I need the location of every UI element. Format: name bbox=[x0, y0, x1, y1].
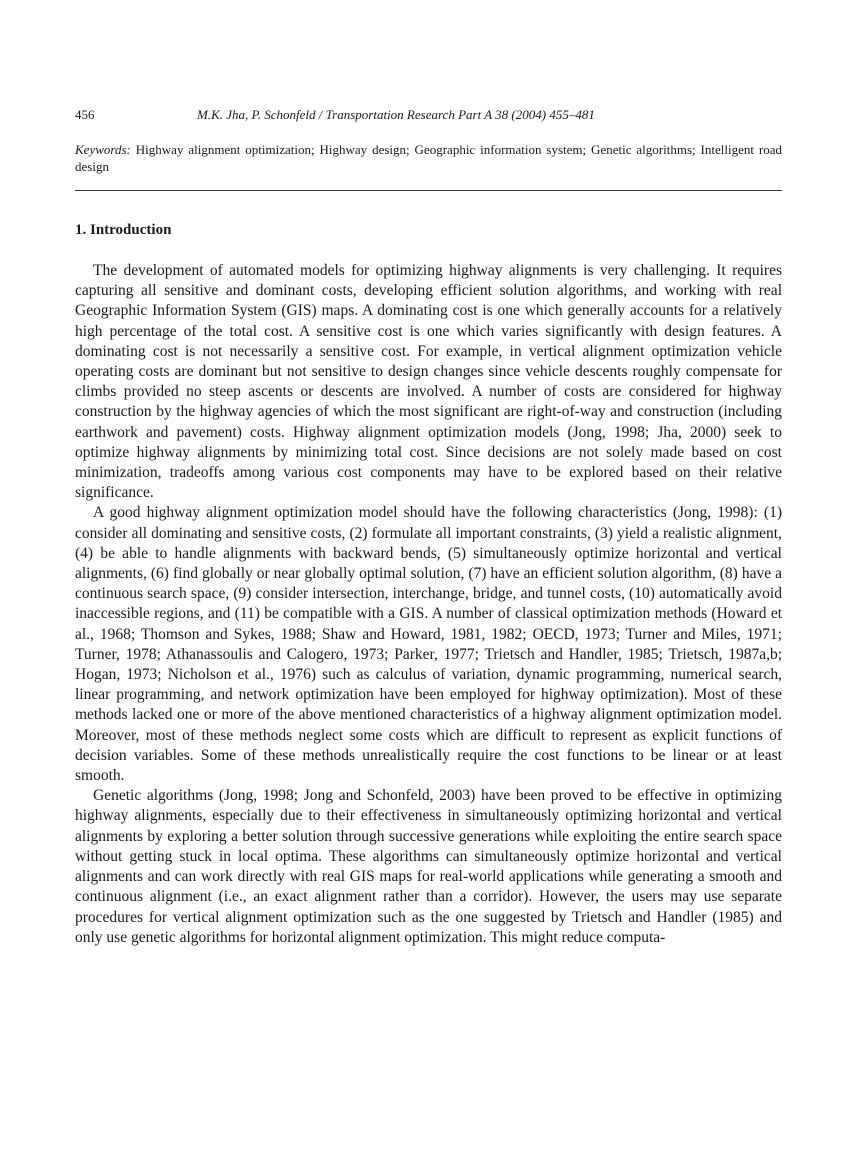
keywords-label: Keywords: bbox=[75, 142, 131, 157]
paragraph: The development of automated models for optimizing highway alignments is very challenging. It requires capturing all sensitive and dominant costs, developing efficient solution algorithms, and working with real Geographic Information System (GIS) maps. A dominating cost is one which generally accounts for a relatively high percentage of the total cost. A sensitive cost is one which varies significantly with design features. A dominating cost is not necessarily a sensitive cost. For example, in vertical alignment optimization vehicle operating costs are dominant but not sensitive to design changes since vehicle descents roughly compensate for climbs provided no steep ascents or descents are involved. A number of costs are considered for highway construction by the highway agencies of which the most significant are right-of-way and construction (including earthwork and pavement) costs. Highway alignment optimization models (Jong, 1998; Jha, 2000) seek to optimize highway alignments by minimizing total cost. Since decisions are not solely made based on cost minimization, tradeoffs among various cost components may have to be explored based on their relative significance. bbox=[75, 262, 782, 502]
body-text bbox=[75, 261, 782, 948]
page-number: 456 bbox=[75, 107, 95, 122]
keywords-text: Highway alignment optimization; Highway design; Geographic information system; Genetic algorithms; Intelligent road design bbox=[75, 142, 782, 174]
paragraph: A good highway alignment optimization model should have the following characteristics (Jong, 1998): (1) consider all dominating and sensitive costs, (2) formulate all important constraints, (3) yield a realistic alignment, (4) be able to handle alignments with backward bends, (5) simultaneously optimize horizontal and vertical alignments, (6) find globally or near globally optimal solution, (7) have an efficient solution algorithm, (8) have a continuous search space, (9) consider intersection, interchange, bridge, and tunnel costs, (10) automatically avoid inaccessible regions, and (11) be compatible with a GIS. A number of classical optimization methods (Howard et al., 1968; Thomson and Sykes, 1988; Shaw and Howard, 1981, 1982; OECD, 1973; Turner and Miles, 1971; Turner, 1978; Athanassoulis and Calogero, 1973; Parker, 1977; Trietsch and Handler, 1985; Trietsch, 1987a,b; Hogan, 1973; Nicholson et al., 1976) such as calculus of variation, dynamic programming, numerical search, linear programming, and network optimization have been employed for highway optimization). Most of these methods lacked one or more of the above mentioned characteristics of a highway alignment optimization model. Moreover, most of these methods neglect some costs which are difficult to represent as explicit functions of decision variables. Some of these methods unrealistically require the cost functions to be linear or at least smooth. bbox=[75, 504, 782, 785]
running-head bbox=[75, 107, 782, 127]
keywords bbox=[75, 141, 782, 175]
horizontal-rule bbox=[75, 190, 782, 191]
paragraph: Genetic algorithms (Jong, 1998; Jong and Schonfeld, 2003) have been proved to be effective in optimizing highway alignments, especially due to their effectiveness in simultaneously optimizing horizontal and vertical alignments by exploring a better solution through successive generations while exploiting the entire search space without getting stuck in local optima. These algorithms can simultaneously optimize horizontal and vertical alignments and can work directly with real GIS maps for real-world applications while generating a smooth and continuous alignment (i.e., an exact alignment rather than a corridor). However, the users may use separate procedures for vertical alignment optimization such as the one suggested by Trietsch and Handler (1985) and only use genetic algorithms for horizontal alignment optimization. This might reduce computa- bbox=[75, 787, 782, 946]
journal-reference: M.K. Jha, P. Schonfeld / Transportation Research Part A 38 (2004) 455–481 bbox=[197, 107, 595, 122]
section-heading: 1. Introduction bbox=[75, 222, 172, 238]
